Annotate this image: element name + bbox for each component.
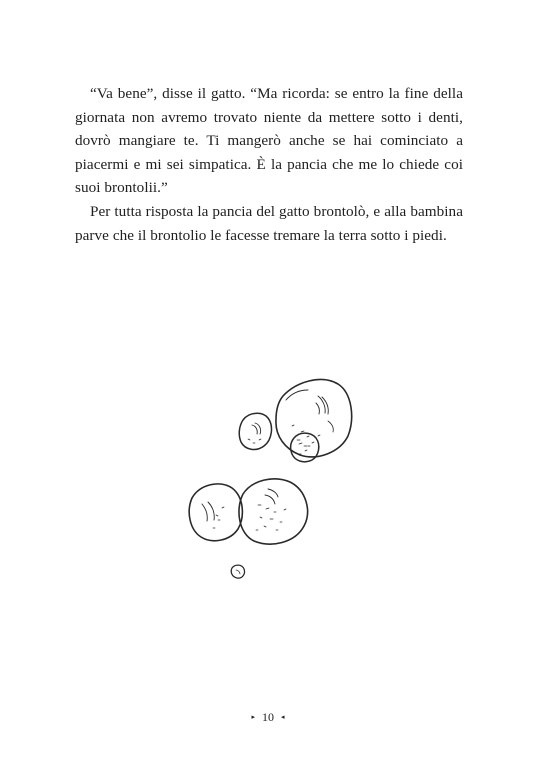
page-footer <box>0 709 536 725</box>
stone-big-left <box>189 484 242 541</box>
stone-small-left <box>239 413 271 449</box>
stone-tiny <box>231 565 244 578</box>
paragraph-1: “Va bene”, disse il gatto. “Ma ricorda: se entro la fine della giornata non avremo trovato niente da mettere sotto i denti, dovrò mangiare te. Ti mangerò anche se hai cominciato a piacermi e mi sei simpatica. È la pancia che me lo chiede coi suoi brontolii.” <box>75 85 463 197</box>
page-number: 10 <box>262 710 274 724</box>
stone-small-middle <box>291 433 319 462</box>
stones-drawing <box>180 360 370 590</box>
paragraph-2: Per tutta risposta la pancia del gatto brontolò, e alla bambina parve che il brontolio le facesse tremare la terra sotto i piedi. <box>75 202 463 244</box>
stone-large-top <box>276 380 352 457</box>
folio-right-marker: ◂ <box>281 713 285 721</box>
stones-illustration <box>180 360 370 590</box>
stone-big-center <box>239 479 308 544</box>
folio-left-marker: ▸ <box>251 713 255 721</box>
body-text <box>75 82 463 247</box>
